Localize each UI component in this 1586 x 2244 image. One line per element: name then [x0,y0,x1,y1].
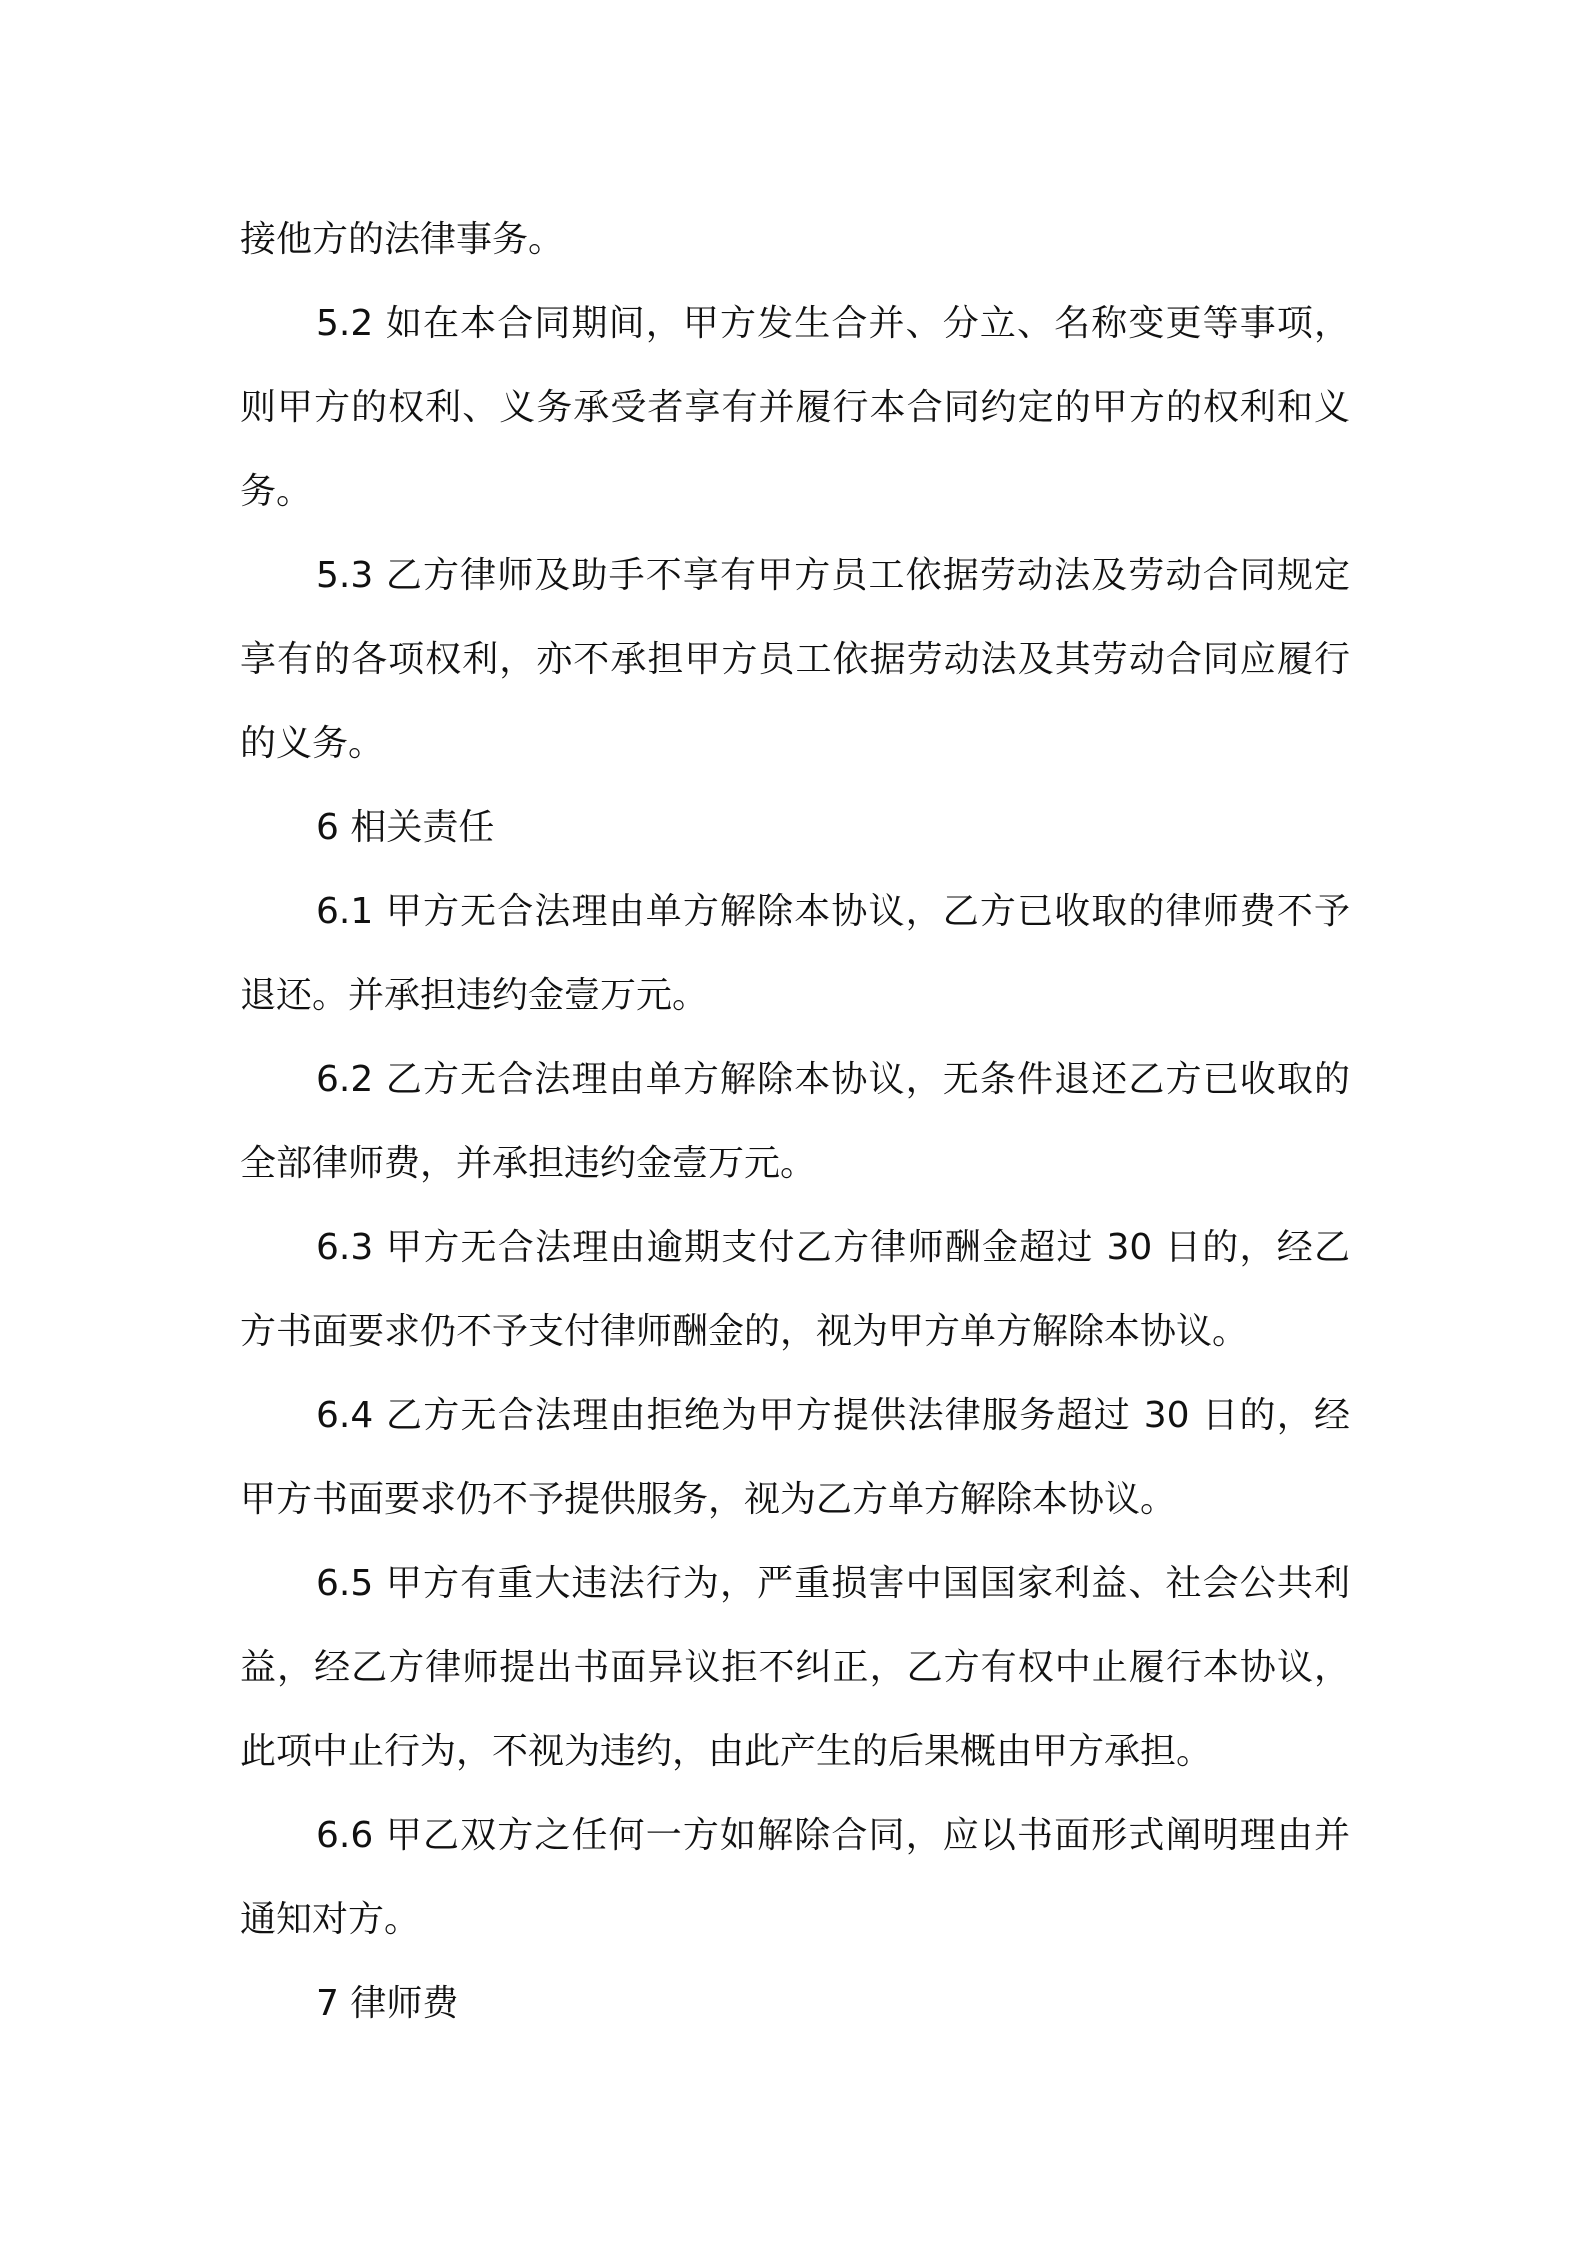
paragraph-6-3: 6.3 甲方无合法理由逾期支付乙方律师酬金超过 30 日的，经乙方书面要求仍不予支付律师酬金的，视为甲方单方解除本协议。 [240,1227,1350,1352]
paragraph-6-1: 6.1 甲方无合法理由单方解除本协议，乙方已收取的律师费不予退还。并承担违约金壹万元。 [240,891,1350,1016]
section-heading-6: 6 相关责任 [316,807,495,848]
paragraph-6-4: 6.4 乙方无合法理由拒绝为甲方提供法律服务超过 30 日的，经甲方书面要求仍不予提供服务，视为乙方单方解除本协议。 [240,1395,1350,1520]
paragraph-5-1-continuation: 接他方的法律事务。 [240,219,565,260]
section-heading-7: 7 律师费 [316,1983,459,2024]
paragraph-5-2: 5.2 如在本合同期间，甲方发生合并、分立、名称变更等事项，则甲方的权利、义务承受者享有并履行本合同约定的甲方的权利和义务。 [240,303,1350,512]
paragraph-5-3: 5.3 乙方律师及助手不享有甲方员工依据劳动法及劳动合同规定享有的各项权利，亦不承担甲方员工依据劳动法及其劳动合同应履行的义务。 [240,555,1350,764]
paragraph-6-5: 6.5 甲方有重大违法行为，严重损害中国国家利益、社会公共利益，经乙方律师提出书面异议拒不纠正，乙方有权中止履行本协议，此项中止行为，不视为违约，由此产生的后果概由甲方承担。 [240,1563,1350,1772]
paragraph-6-6: 6.6 甲乙双方之任何一方如解除合同，应以书面形式阐明理由并通知对方。 [240,1815,1350,1940]
paragraph-6-2: 6.2 乙方无合法理由单方解除本协议，无条件退还乙方已收取的全部律师费，并承担违约金壹万元。 [240,1059,1350,1184]
document-body [240,198,1350,2046]
